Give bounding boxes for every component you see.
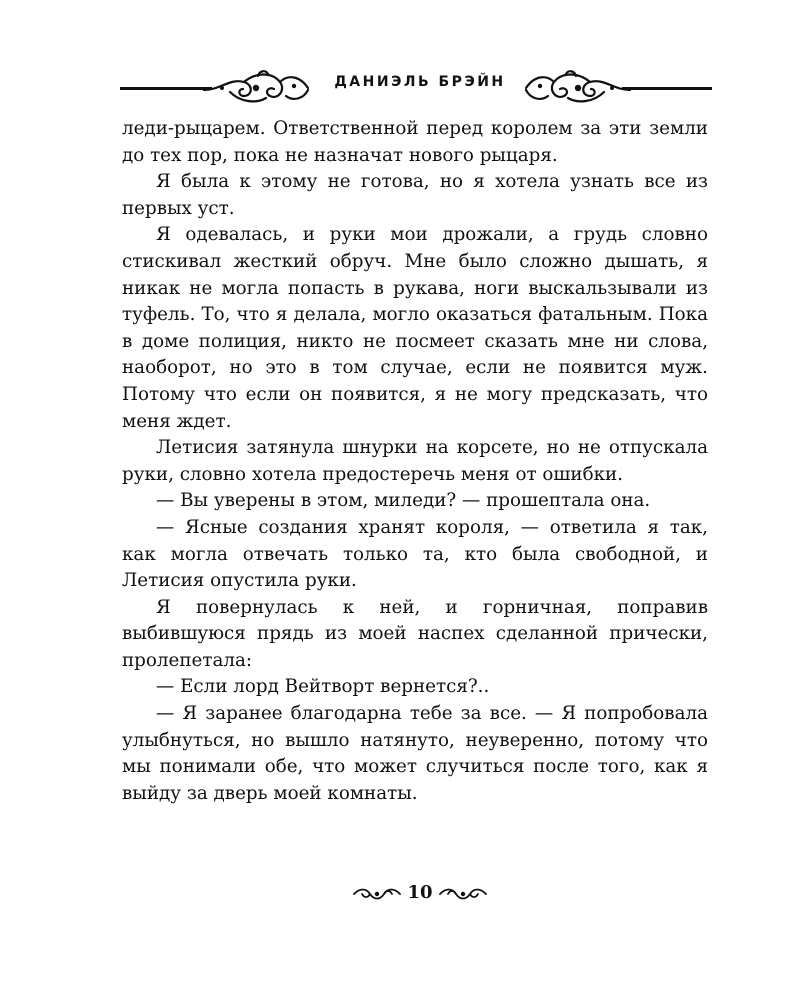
header-rule-left (120, 87, 212, 90)
flourish-ornament-icon (200, 68, 312, 108)
page-number: 10 (407, 882, 433, 903)
body-text (122, 116, 708, 807)
header-author: ДАНИЭЛЬ БРЭЙН (334, 74, 506, 90)
flourish-ornament-icon (522, 68, 634, 108)
paragraph: — Если лорд Вейтворт вернется?.. (156, 676, 490, 698)
footer-ornament-icon (438, 886, 488, 902)
paragraph: — Ясные создания хранят короля, — ответила я так, как могла отвечать только та, кто была свободной, и Летисия опустила руки. (122, 516, 708, 592)
paragraph: — Я заранее благодарна тебе за все. — Я попробовала улыбнуться, но вышло натянуто, неуверенно, потому что мы понимали обе, что может случиться после того, как я выйду за дверь моей комнаты. (122, 703, 708, 804)
running-header (120, 66, 712, 110)
paragraph: леди-рыцарем. Ответственной перед королем за эти земли до тех пор, пока не назначат нового рыцаря. (122, 118, 708, 166)
paragraph: Я повернулась к ней, и горничная, поправив выбившуюся прядь из моей наспех сделанной прически, пролепетала: (122, 596, 708, 671)
paragraph: Летисия затянула шнурки на корсете, но не отпускала руки, словно хотела предостеречь меня от ошибки. (122, 437, 708, 485)
footer-ornament-icon (352, 886, 402, 902)
paragraph: — Вы уверены в этом, миледи? — прошептала она. (156, 490, 651, 512)
header-rule-right (622, 87, 712, 90)
paragraph: Я одевалась, и руки мои дрожали, а грудь словно стискивал жесткий обруч. Мне было сложно дышать, я никак не могла попасть в рукава, ноги выскальзывали из туфель. То, что я делала, могло оказаться фатальным. Пока в доме полиция, никто не посмеет сказать мне ни слова, наоборот, но это в том случае, если не появится муж. Потому что если он появится, я не могу предсказать, что меня ждет. (122, 224, 708, 432)
page-footer (350, 880, 490, 908)
paragraph: Я была к этому не готова, но я хотела узнать все из первых уст. (122, 171, 708, 219)
